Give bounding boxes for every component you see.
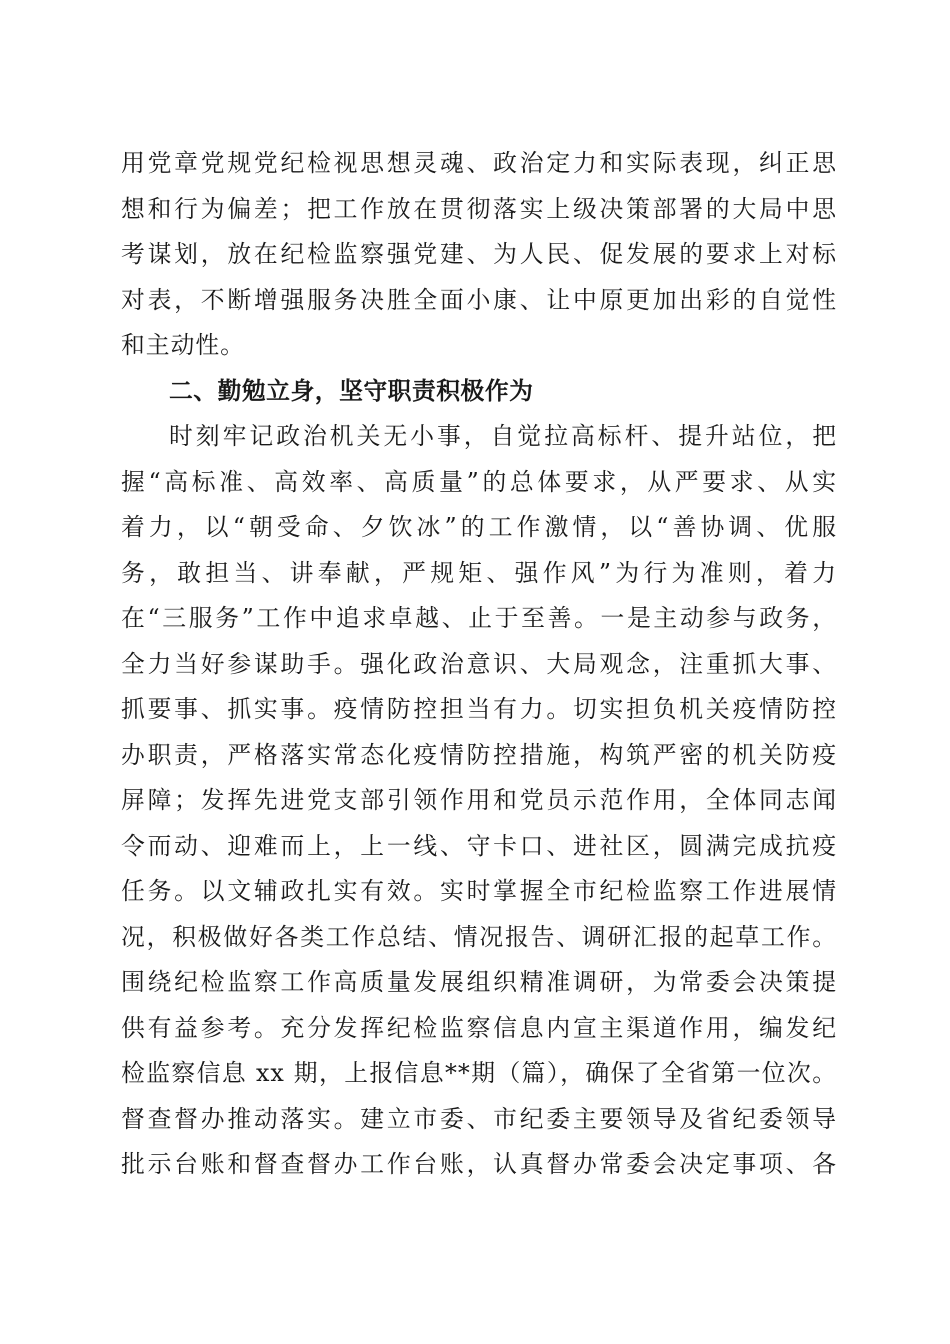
- text-line: 屏障；发挥先进党支部引领作用和党员示范作用，全体同志闻: [121, 786, 837, 814]
- text-line: 和主动性。: [121, 331, 245, 359]
- text-line: 考谋划，放在纪检监察强党建、为人民、促发展的要求上对标: [121, 240, 837, 268]
- text-line: 握“高标准、高效率、高质量”的总体要求，从严要求、从实: [121, 467, 837, 496]
- text-line: 检监察信息 xx 期，上报信息**期（篇），确保了全省第一位次。: [121, 1059, 837, 1087]
- text-line: 况，积极做好各类工作总结、情况报告、调研汇报的起草工作。: [121, 922, 837, 951]
- section-heading: 二、勤勉立身，坚守职责积极作为: [169, 376, 534, 405]
- text-line: 令而动、迎难而上，上一线、守卡口、进社区，圆满完成抗疫: [121, 831, 837, 860]
- text-line: 着力，以“朝受命、夕饮冰”的工作激情，以“善协调、优服: [121, 513, 837, 541]
- paragraph-2: [121, 414, 837, 1188]
- text-line: 全力当好参谋助手。强化政治意识、大局观念，注重抓大事、: [121, 649, 837, 678]
- text-line: 围绕纪检监察工作高质量发展组织精准调研，为常委会决策提: [121, 968, 837, 996]
- text-line: 对表，不断增强服务决胜全面小康、让中原更加出彩的自觉性: [121, 285, 837, 314]
- text-line: 时刻牢记政治机关无小事，自觉拉高标杆、提升站位，把: [169, 422, 837, 450]
- text-line: 批示台账和督查督办工作台账，认真督办常委会决定事项、各: [121, 1150, 837, 1178]
- text-line: 务，敢担当、讲奉献，严规矩、强作风”为行为准则，着力: [121, 558, 837, 587]
- paragraph-1: [121, 141, 837, 369]
- text-line: 在“三服务”工作中追求卓越、止于至善。一是主动参与政务，: [121, 604, 837, 632]
- text-line: 想和行为偏差；把工作放在贯彻落实上级决策部署的大局中思: [121, 194, 837, 223]
- text-line: 用党章党规党纪检视思想灵魂、政治定力和实际表现，纠正思: [121, 149, 837, 177]
- document-body: [121, 141, 837, 1188]
- text-line: 任务。以文辅政扎实有效。实时掌握全市纪检监察工作进展情: [121, 877, 837, 905]
- text-line: 督查督办推动落实。建立市委、市纪委主要领导及省纪委领导: [121, 1104, 837, 1133]
- text-line: 抓要事、抓实事。疫情防控担当有力。切实担负机关疫情防控: [121, 695, 837, 723]
- text-line: 办职责，严格落实常态化疫情防控措施，构筑严密的机关防疫: [121, 740, 837, 769]
- text-line: 供有益参考。充分发挥纪检监察信息内宣主渠道作用，编发纪: [121, 1013, 837, 1042]
